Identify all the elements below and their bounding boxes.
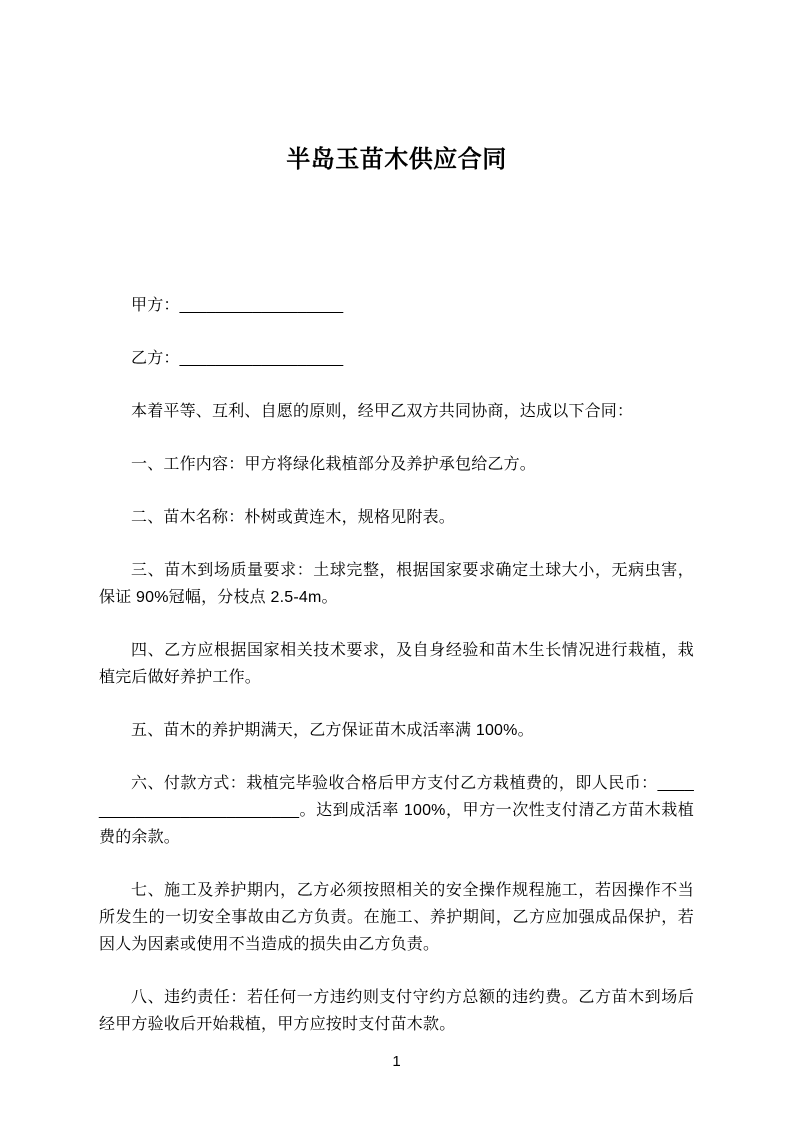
document-body: [0, 143, 793, 1038]
clause-3-quality-requirements: 三、苗木到场质量要求：土球完整，根据国家要求确定土球大小，无病虫害，保证 90%冠幅，分枝点 2.5-4m。: [99, 562, 694, 606]
clause-5-survival-rate: 五、苗木的养护期满天，乙方保证苗木成活率满 100%。: [131, 722, 534, 739]
clause-7-safety-responsibility: 七、施工及养护期内，乙方必须按照相关的安全操作规程施工，若因操作不当所发生的一切安全事故由乙方负责。在施工、养护期间，乙方应加强成品保护，若因人为因素或使用不当造成的损失由乙方负责。: [99, 882, 694, 953]
page-number: 1: [392, 1053, 401, 1070]
preamble-paragraph: 本着平等、互利、自愿的原则，经甲乙双方共同协商，达成以下合同：: [131, 403, 634, 420]
clause-4-planting-requirements: 四、乙方应根据国家相关技术要求，及自身经验和苗木生长情况进行栽植，栽植完后做好养护工作。: [99, 642, 694, 686]
clause-1-work-content: 一、工作内容：甲方将绿化栽植部分及养护承包给乙方。: [131, 456, 537, 473]
party-a-line: 甲方：__________________: [131, 297, 344, 314]
party-b-line: 乙方：__________________: [131, 350, 344, 367]
clause-2-seedling-name: 二、苗木名称：朴树或黄连木，规格见附表。: [131, 509, 456, 526]
contract-title: 半岛玉苗木供应合同: [286, 146, 507, 173]
clause-8-breach-liability: 八、违约责任：若任何一方违约则支付守约方总额的违约费。乙方苗木到场后经甲方验收后开始栽植，甲方应按时支付苗木款。: [99, 989, 694, 1033]
clause-6-payment-terms: 六、付款方式：栽植完毕验收合格后甲方支付乙方栽植费的，即人民币：__________________________。达到成活率 100%，甲方一次性支付清乙方苗木栽植费的余款。: [99, 775, 694, 846]
